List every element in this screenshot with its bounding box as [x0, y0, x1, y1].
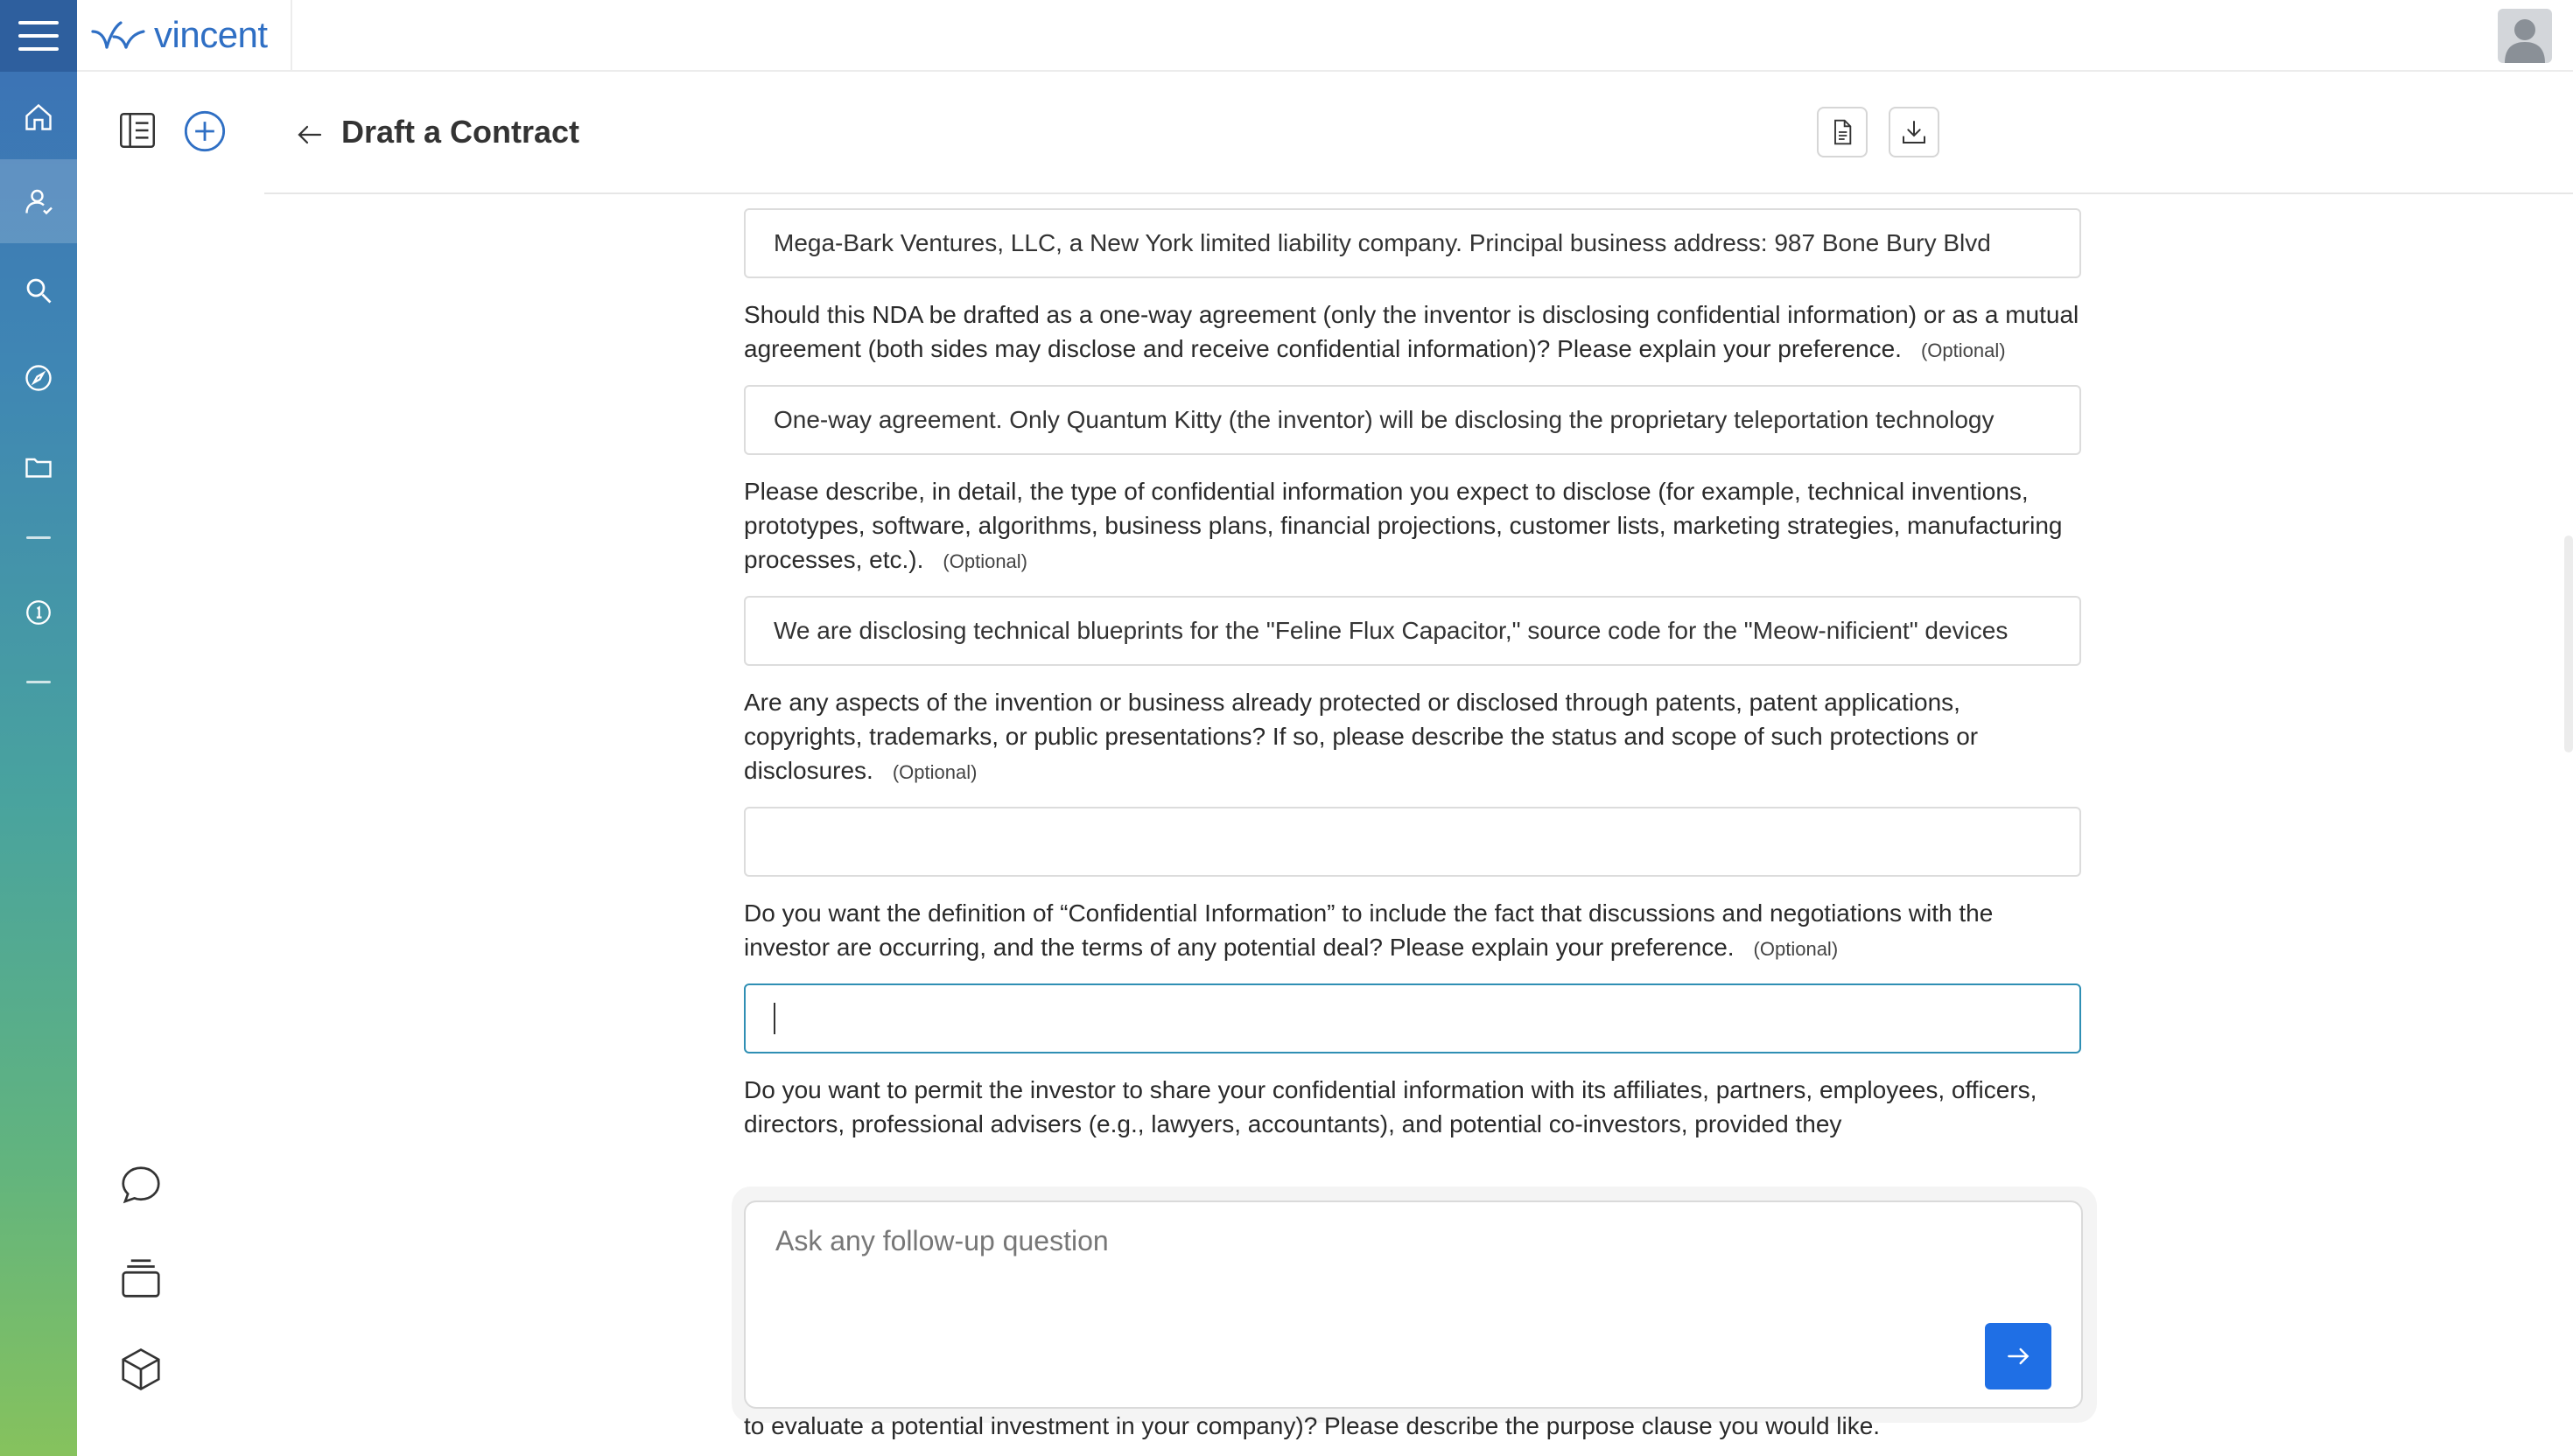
- answer-field-3[interactable]: [744, 596, 2081, 666]
- user-icon: [23, 186, 54, 217]
- answer-field-1[interactable]: [744, 208, 2081, 278]
- question-7-tail: to evaluate a potential investment in your company)? Please describe the purpose clause you would like.: [744, 1412, 1881, 1439]
- user-avatar-icon: [2498, 9, 2552, 63]
- answer-text: We are disclosing technical blueprints for the "Feline Flux Capacitor," source code for the "Meow-nificient" devices: [774, 617, 2009, 644]
- cube-icon: [117, 1346, 165, 1393]
- chat-button[interactable]: [117, 1162, 165, 1214]
- download-button[interactable]: [1889, 107, 1939, 158]
- text-caret: [774, 1003, 775, 1034]
- vincent-logo-icon: [91, 19, 145, 51]
- rail-divider: [26, 681, 51, 683]
- questionnaire: [744, 194, 2083, 1141]
- optional-label: (Optional): [1920, 340, 2006, 361]
- answer-field-2[interactable]: [744, 385, 2081, 455]
- left-rail: [0, 0, 77, 1456]
- document-icon: [1828, 118, 1856, 146]
- secondary-sidebar: [77, 72, 264, 1456]
- chat-bubble-icon: [117, 1162, 165, 1209]
- download-icon: [1900, 118, 1928, 146]
- optional-label: (Optional): [892, 761, 978, 783]
- page-title: Draft a Contract: [341, 114, 580, 150]
- add-circle-icon: [182, 108, 228, 154]
- followup-box: [744, 1200, 2083, 1409]
- answer-field-4[interactable]: [744, 807, 2081, 877]
- avatar[interactable]: [2498, 9, 2552, 63]
- optional-label: (Optional): [943, 550, 1027, 572]
- answer-field-5[interactable]: [744, 984, 2081, 1054]
- rail-search[interactable]: [0, 248, 77, 332]
- documents-button[interactable]: [116, 108, 159, 157]
- brand-logo[interactable]: [77, 0, 292, 70]
- rail-explore[interactable]: [0, 336, 77, 420]
- optional-label: (Optional): [1753, 938, 1839, 960]
- search-icon: [23, 275, 54, 306]
- followup-input[interactable]: [775, 1225, 1913, 1257]
- menu-button[interactable]: [0, 0, 77, 72]
- send-button[interactable]: [1985, 1323, 2051, 1390]
- rail-divider: [26, 536, 51, 539]
- top-bar: [77, 0, 2573, 72]
- brand-name: vincent: [154, 14, 268, 55]
- rail-user[interactable]: [0, 159, 77, 243]
- rail-home[interactable]: [0, 75, 77, 159]
- question-3: Please describe, in detail, the type of confidential information you expect to disclose (for example, technical inventions, prototypes, software, algorithms, business plans, financial projections, customer lists, marketing strategies, manufacturing processes, etc.). (Optional): [744, 478, 2063, 573]
- folder-icon: [23, 452, 54, 483]
- arrow-right-icon: [2004, 1342, 2032, 1370]
- page-header: [264, 72, 2573, 194]
- question-6: Do you want to permit the investor to share your confidential information with its affiliates, partners, employees, officers, directors, professional advisers (e.g., lawyers, accountants), and potential co-investors, provided they: [744, 1076, 2037, 1138]
- view-document-button[interactable]: [1817, 107, 1868, 158]
- new-chat-button[interactable]: [182, 108, 228, 158]
- rail-info[interactable]: [0, 570, 77, 654]
- question-2: Should this NDA be drafted as a one-way agreement (only the inventor is disclosing confidential information) or as a mutual agreement (both sides may disclose and receive confidential information)? Please explain your preference. (Optional): [744, 301, 2079, 362]
- workflows-button[interactable]: [117, 1346, 165, 1397]
- question-4: Are any aspects of the invention or business already protected or disclosed through patents, patent applications, copyrights, trademarks, or public presentations? If so, please describe the status and scope of such protections or disclosures. (Optional): [744, 689, 1979, 784]
- followup-panel: [732, 1186, 2097, 1423]
- answer-text: One-way agreement. Only Quantum Kitty (the inventor) will be disclosing the proprietary teleportation technology: [774, 406, 1995, 433]
- stack-icon: [117, 1255, 165, 1302]
- question-5: Do you want the definition of “Confidential Information” to include the fact that discussions and negotiations with the investor are occurring, and the terms of any potential deal? Please explain your preference. (Optional): [744, 900, 1994, 961]
- back-button[interactable]: [291, 116, 329, 154]
- info-icon: [24, 598, 53, 627]
- hamburger-icon: [18, 21, 59, 51]
- compass-icon: [23, 362, 54, 394]
- home-icon: [23, 102, 54, 133]
- arrow-left-icon: [294, 119, 326, 150]
- scrollbar[interactable]: [2564, 536, 2573, 752]
- library-button[interactable]: [117, 1255, 165, 1306]
- document-list-icon: [116, 108, 159, 152]
- answer-text: Mega-Bark Ventures, LLC, a New York limited liability company. Principal business address: 987 Bone Bury Blvd: [774, 229, 1991, 256]
- rail-folder[interactable]: [0, 425, 77, 509]
